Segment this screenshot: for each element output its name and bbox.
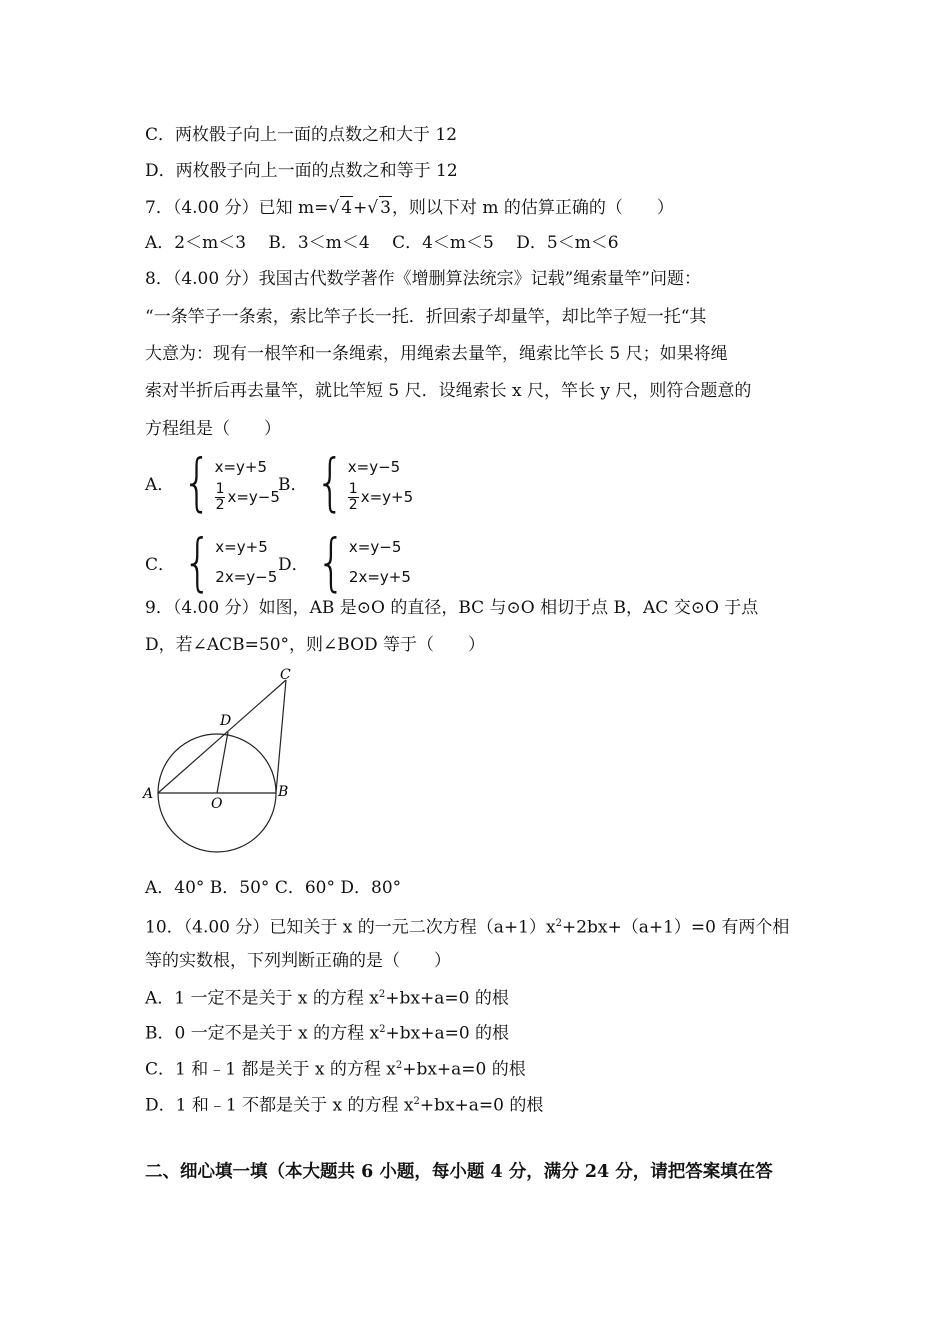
q8-option-a-label: A． (145, 474, 175, 495)
q8-option-d-label: D． (278, 554, 309, 575)
q8-a-eq2: x=y−5 (227, 488, 280, 506)
tangent-bc (276, 680, 286, 793)
q8-line-3: 大意为：现有一根竿和一条绳索，用绳索去量竿，绳索比竿长 5 尺；如果将绳 (145, 344, 728, 364)
line-ac (158, 680, 286, 793)
brace-icon: { (182, 445, 212, 519)
q8-a-eq1: x=y+5 (214, 458, 267, 476)
q8-option-a (145, 445, 280, 519)
q7-radicand-1: 4 (341, 198, 353, 218)
brace-icon: { (316, 525, 346, 599)
q10-option-c (145, 1055, 526, 1081)
q10-d-tail: +bx+a=0 的根 (419, 1095, 544, 1116)
fraction-denominator: 2 (348, 496, 358, 513)
q8-option-c-label: C． (145, 554, 176, 575)
q10-a-tail: +bx+a=0 的根 (385, 988, 509, 1009)
q6-option-c: C．两枚骰子向上一面的点数之和大于 12 (145, 125, 458, 145)
q10-line-1 (145, 913, 789, 939)
q8-option-b (278, 445, 414, 519)
label-b: B (278, 784, 289, 800)
q8-line-1: 8．（4.00 分）我国古代数学著作《增删算法统宗》记载”绳索量竿”问题： (145, 269, 701, 289)
q6-option-d: D．两枚骰子向上一面的点数之和等于 12 (145, 161, 458, 181)
brace-icon: { (315, 445, 345, 519)
fraction-denominator: 2 (215, 496, 225, 513)
q10-c-tail: +bx+a=0 的根 (402, 1059, 526, 1080)
q9-geometry-figure (140, 665, 310, 855)
superscript-2: 2 (413, 1096, 420, 1107)
brace-icon: { (183, 525, 213, 599)
label-o: O (211, 796, 223, 812)
q8-d-eq1: x=y−5 (348, 538, 402, 556)
radius-od (217, 732, 228, 793)
q10-line-1-b: +2bx+（a+1）=0 有两个相 (561, 917, 790, 938)
superscript-2: 2 (395, 1060, 403, 1071)
superscript-2: 2 (378, 989, 386, 1000)
q10-line-1-a: 10．（4.00 分）已知关于 x 的一元二次方程（a+1）x (145, 917, 556, 938)
q10-b-tail: +bx+a=0 的根 (385, 1023, 510, 1044)
q8-c-eq2: 2x=y−5 (215, 568, 278, 586)
q7-stem: 7．（4.00 分）已知 m=√ 4+√ 3，则以下对 m 的估算正确的（ ） (145, 198, 674, 218)
section-2-heading: 二、细心填一填（本大题共 6 小题，每小题 4 分，满分 24 分，请把答案填在答 (145, 1162, 773, 1182)
q8-option-c (145, 525, 278, 599)
q10-c-text: C．1 和﹣1 都是关于 x 的方程 x (145, 1059, 396, 1080)
q10-a-text: A．1 一定不是关于 x 的方程 x (145, 988, 379, 1009)
q9-line-2: D，若∠ACB=50°，则∠BOD 等于（ ） (145, 635, 486, 655)
label-c: C (280, 667, 291, 683)
q10-option-d (145, 1091, 543, 1117)
superscript-2: 2 (555, 918, 562, 929)
q8-b-eq1: x=y−5 (347, 458, 401, 476)
label-a: A (143, 786, 154, 802)
q10-line-2: 等的实数根，下列判断正确的是（ ） (145, 951, 451, 971)
q8-c-eq1: x=y+5 (215, 538, 268, 556)
q8-line-5: 方程组是（ ） (145, 419, 281, 439)
fraction-numerator: 1 (215, 480, 225, 497)
q8-line-2: “一条竿子一条索，索比竿子长一托．折回索子却量竿，却比竿子短一托“其 (145, 307, 707, 327)
q7-radicand-2: 3 (380, 198, 391, 218)
q9-options: A．40° B．50° C．60° D．80° (145, 878, 402, 898)
q10-b-text: B．0 一定不是关于 x 的方程 x (145, 1023, 380, 1044)
q8-b-eq2: x=y+5 (360, 488, 414, 506)
q7-stem-b: ，则以下对 m 的估算正确的（ ） (391, 198, 674, 218)
q10-option-a (145, 984, 509, 1010)
q10-option-b (145, 1019, 509, 1045)
q8-option-d (278, 525, 411, 599)
q7-options: A．2＜m＜3 B．3＜m＜4 C．4＜m＜5 D．5＜m＜6 (145, 233, 619, 253)
label-d: D (220, 713, 232, 729)
q10-d-text: D．1 和﹣1 不都是关于 x 的方程 x (145, 1095, 414, 1116)
q8-line-4: 索对半折后再去量竿，就比竿短 5 尺．设绳索长 x 尺，竿长 y 尺，则符合题意的 (145, 381, 752, 401)
q7-plus: + (353, 198, 368, 218)
q8-d-eq2: 2x=y+5 (348, 568, 411, 586)
superscript-2: 2 (379, 1024, 386, 1035)
fraction-numerator: 1 (348, 480, 358, 497)
q7-stem-a: 7．（4.00 分）已知 m= (145, 198, 329, 218)
q9-line-1: 9．（4.00 分）如图，AB 是⊙O 的直径，BC 与⊙O 相切于点 B，AC 交⊙O 于点 (145, 598, 759, 618)
q8-option-b-label: B． (278, 474, 308, 495)
